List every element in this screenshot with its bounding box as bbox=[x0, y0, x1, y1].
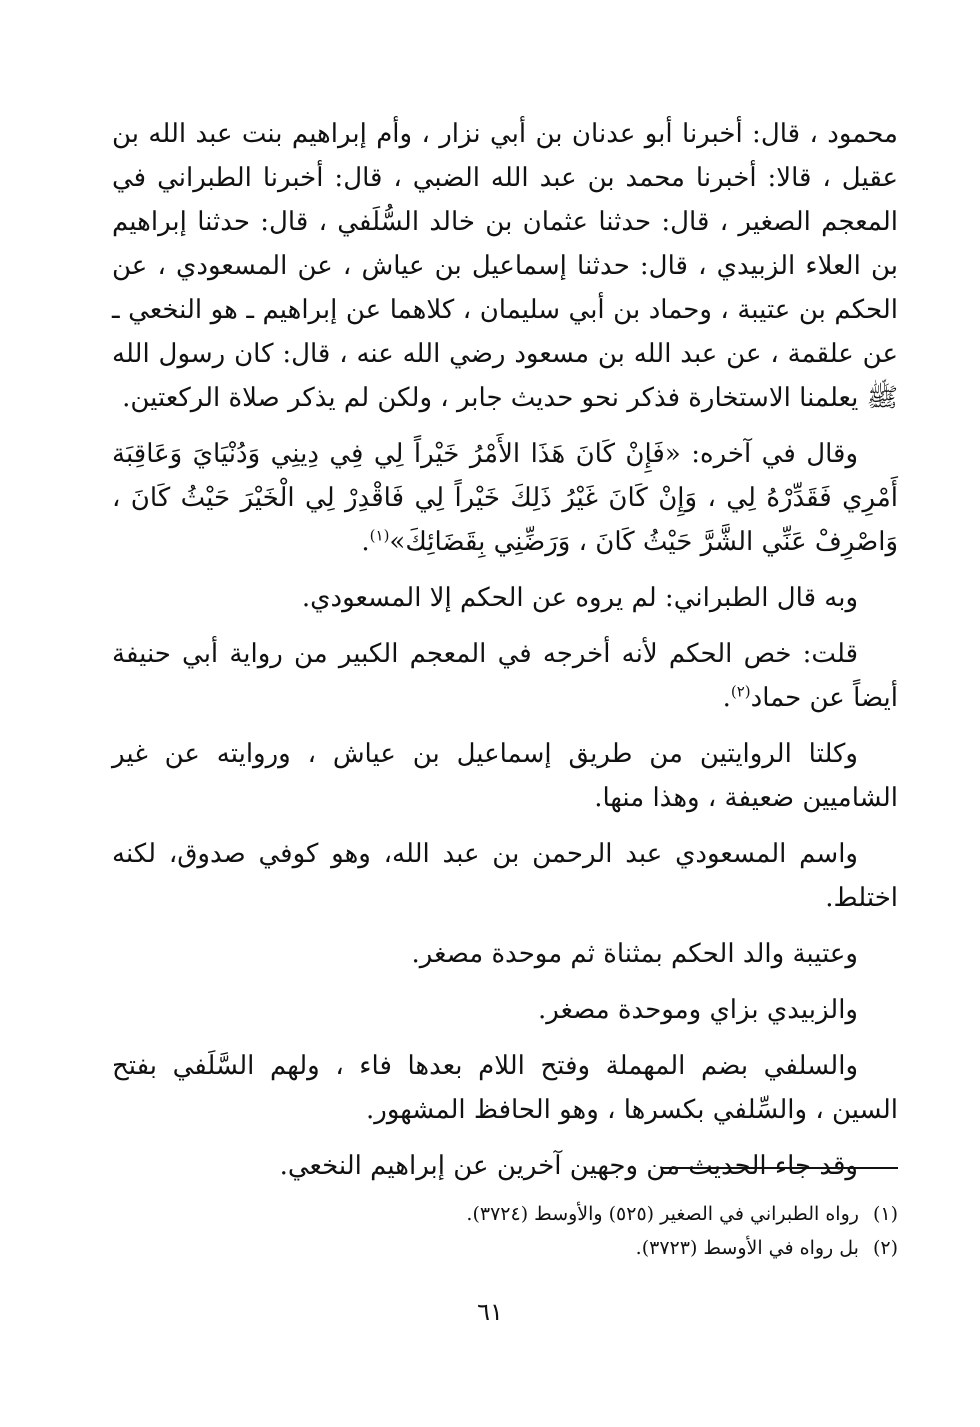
footnote-number: (١) bbox=[872, 1203, 898, 1225]
sentence-end: . bbox=[361, 527, 370, 557]
paragraph-isnad: محمود ، قال: أخبرنا أبو عدنان بن أبي نزار ، وأم إبراهيم بنت عبد الله بن عقيل ، قالا: أخبرنا محمد بن عبد الله الضبي ، قال: أخبرنا الطبراني في المعجم الصغير ، قال: حدثنا عثمان بن خالد السُّلَفي ، قال: حدثنا إبراهيم بن العلاء الزبيدي ، قال: حدثنا إسماعيل بن عياش ، عن المسعودي ، عن الحكم بن عتيبة ، وحماد بن أبي سليمان ، كلاهما عن إبراهيم ـ هو النخعي ـ عن علقمة ، عن عبد الله بن مسعود رضي الله عنه ، قال: كان رسول الله ﷺ يعلمنا الاستخارة فذكر نحو حديث جابر ، ولكن لم يذكر صلاة الركعتين. bbox=[112, 119, 899, 413]
footnote-text: رواه الطبراني في الصغير (٥٢٥) والأوسط (٣٧٢٤). bbox=[466, 1203, 859, 1225]
paragraph-zubaydi: والزبيدي بزاي وموحدة مصغر. bbox=[538, 995, 858, 1025]
sentence-end: . bbox=[722, 683, 731, 713]
qultu-text: قلت: خص الحكم لأنه أخرجه في المعجم الكبير من رواية أبي حنيفة أيضاً عن حماد bbox=[112, 639, 898, 713]
paragraph-tabarani: وبه قال الطبراني: لم يروه عن الحكم إلا المسعودي. bbox=[301, 583, 858, 613]
footnote-ref-2: (٢) bbox=[730, 682, 751, 701]
footnote-2 bbox=[112, 1231, 898, 1265]
footnote-divider bbox=[662, 1167, 898, 1169]
main-text bbox=[112, 112, 898, 1200]
paragraph-nakhai: وقد جاء الحديث من وجهين آخرين عن إبراهيم النخعي. bbox=[279, 1151, 858, 1181]
hadith-quote: وقال في آخره: «فَإِنْ كَانَ هَذَا الأَمْرُ خَيْراً لِي فِي دِينِي وَدُنْيَايَ وَعَاقِبَة أَمْرِي فَقَدِّرْهُ لِي ، وَإِنْ كَانَ غَيْرُ ذَلِكَ خَيْراً لِي فَاقْدِرْ لِي الْخَيْرَ حَيْثُ كَانَ ، وَاصْرِفْ عَنِّي الشَّرَّ حَيْثُ كَانَ ، وَرَضِّنِي بِقَضَائِكَ» bbox=[112, 439, 898, 557]
footnote-1 bbox=[112, 1197, 898, 1231]
footnote-ref-1: (١) bbox=[369, 526, 390, 545]
paragraph-masudi: واسم المسعودي عبد الرحمن بن عبد الله، وهو كوفي صدوق، لكنه اختلط. bbox=[112, 839, 898, 913]
paragraph-hadith-text bbox=[112, 432, 898, 564]
footnotes bbox=[112, 1197, 898, 1265]
paragraph-salafi: والسلفي بضم المهملة وفتح اللام بعدها فاء ، ولهم السَّلَفي بفتح السين ، والسِّلفي بكسرها ، وهو الحافظ المشهور. bbox=[112, 1051, 898, 1125]
footnote-number: (٢) bbox=[872, 1237, 898, 1259]
paragraph-utaybah: وعتيبة والد الحكم بمثناة ثم موحدة مصغر. bbox=[411, 939, 858, 969]
paragraph-riwayatayn: وكلتا الروايتين من طريق إسماعيل بن عياش ، وروايته عن غير الشاميين ضعيفة ، وهذا منها. bbox=[112, 739, 898, 813]
page-number: ٦١ bbox=[477, 1298, 503, 1326]
footnote-text: بل رواه في الأوسط (٣٧٢٣). bbox=[635, 1237, 859, 1259]
paragraph-qultu bbox=[112, 632, 898, 720]
